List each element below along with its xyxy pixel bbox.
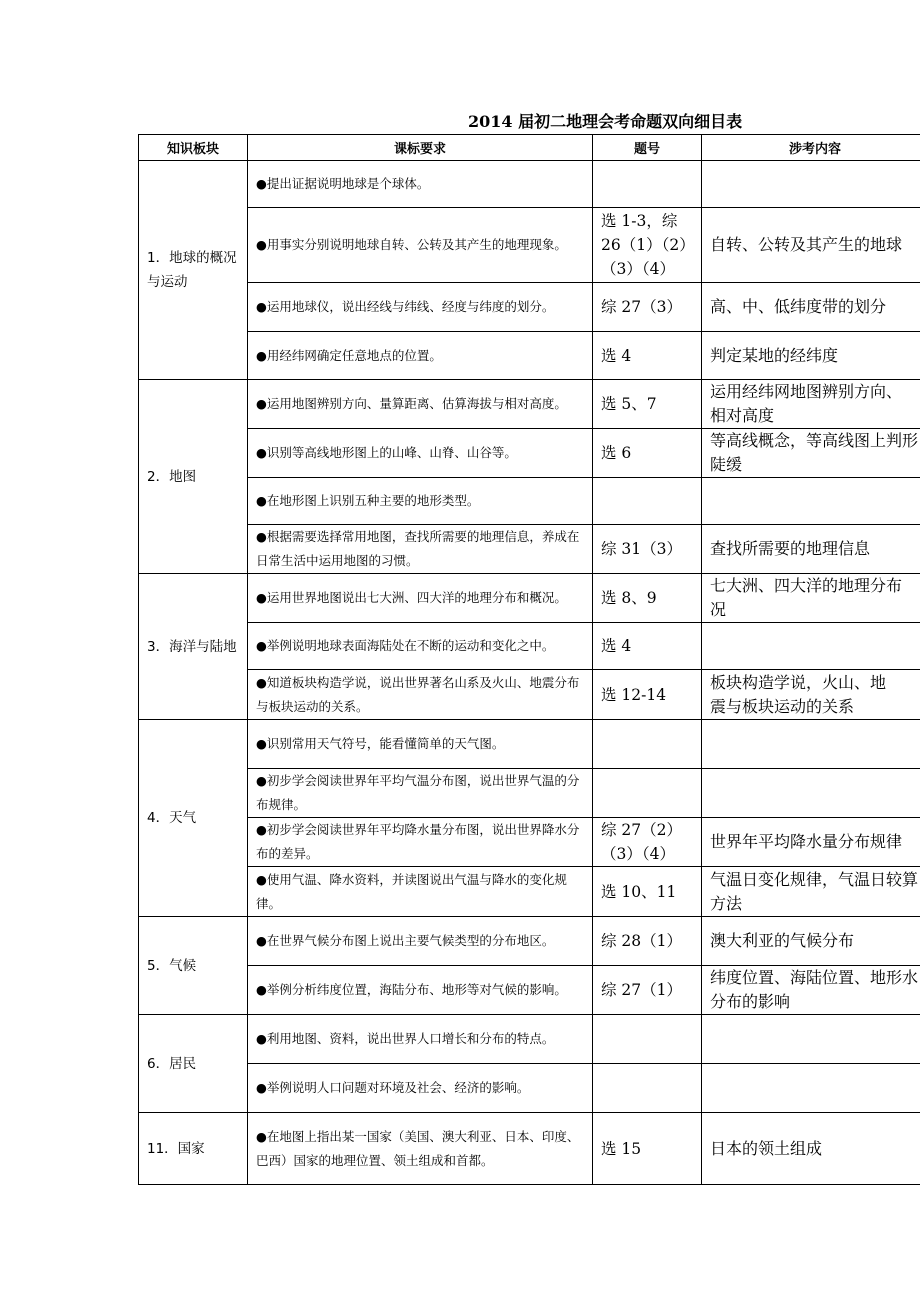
content-cell	[702, 769, 920, 818]
content-cell: 世界年平均降水量分布规律	[702, 818, 920, 867]
block-cell: 2．地图	[139, 380, 248, 574]
question-number-cell	[593, 720, 702, 769]
content-cell: 澳大利亚的气候分布	[702, 917, 920, 966]
content-cell: 自转、公转及其产生的地球	[702, 208, 920, 283]
content-line: 相对高度	[710, 406, 775, 425]
block-cell: 6．居民	[139, 1015, 248, 1113]
content-cell	[702, 380, 920, 429]
header-exam-content: 涉考内容	[702, 135, 920, 161]
content-cell	[702, 574, 920, 623]
table-row	[139, 623, 920, 670]
table-row	[139, 917, 920, 966]
table-row	[139, 1113, 920, 1185]
requirement-cell: ●初步学会阅读世界年平均气温分布图，说出世界气温的分布规律。	[248, 769, 593, 818]
question-number-cell: 综 27（2）（3）（4）	[593, 818, 702, 867]
table-row	[139, 332, 920, 380]
content-line: 况	[710, 600, 727, 619]
requirement-cell: ●举例分析纬度位置，海陆分布、地形等对气候的影响。	[248, 966, 593, 1015]
table-row	[139, 769, 920, 818]
header-question-number: 题号	[593, 135, 702, 161]
content-cell	[702, 1064, 920, 1113]
requirement-cell: ●识别等高线地形图上的山峰、山脊、山谷等。	[248, 429, 593, 478]
question-number-cell: 选 15	[593, 1113, 702, 1185]
question-number-cell	[593, 1064, 702, 1113]
requirement-cell: ●举例说明地球表面海陆处在不断的运动和变化之中。	[248, 623, 593, 670]
requirement-cell: ●使用气温、降水资料，并读图说出气温与降水的变化规律。	[248, 867, 593, 917]
requirement-cell: ●识别常用天气符号，能看懂简单的天气图。	[248, 720, 593, 769]
block-cell: 4．天气	[139, 720, 248, 917]
content-cell	[702, 161, 920, 208]
content-line: 陡缓	[710, 455, 743, 474]
header-curriculum-requirement: 课标要求	[248, 135, 593, 161]
block-cell: 1．地球的概况与运动	[139, 161, 248, 380]
question-number-cell	[593, 769, 702, 818]
table-row	[139, 670, 920, 720]
requirement-cell: ●根据需要选择常用地图，查找所需要的地理信息，养成在日常生活中运用地图的习惯。	[248, 525, 593, 574]
requirement-cell: ●提出证据说明地球是个球体。	[248, 161, 593, 208]
content-cell	[702, 720, 920, 769]
detail-table	[138, 134, 920, 1185]
table-row	[139, 380, 920, 429]
block-cell: 11．国家	[139, 1113, 248, 1185]
question-number-cell	[593, 478, 702, 525]
content-line: 气温日变化规律，气温日较算	[710, 869, 919, 889]
requirement-cell: ●举例说明人口问题对环境及社会、经济的影响。	[248, 1064, 593, 1113]
question-number-cell: 选 4	[593, 623, 702, 670]
content-cell	[702, 670, 920, 720]
table-row	[139, 966, 920, 1015]
content-line: 纬度位置、海陆位置、地形水	[710, 968, 919, 987]
table-row	[139, 161, 920, 208]
content-line: 方法	[710, 893, 743, 913]
question-number-cell: 综 27（3）	[593, 283, 702, 332]
question-number-cell: 选 12-14	[593, 670, 702, 720]
requirement-cell: ●用事实分别说明地球自转、公转及其产生的地理现象。	[248, 208, 593, 283]
question-number-cell: 选 8、9	[593, 574, 702, 623]
block-cell: 5．气候	[139, 917, 248, 1015]
table-row	[139, 574, 920, 623]
requirement-cell: ●知道板块构造学说，说出世界著名山系及火山、地震分布与板块运动的关系。	[248, 670, 593, 720]
content-cell	[702, 966, 920, 1015]
block-cell: 3．海洋与陆地	[139, 574, 248, 720]
table-row	[139, 208, 920, 283]
requirement-cell: ●在地形图上识别五种主要的地形类型。	[248, 478, 593, 525]
content-cell	[702, 429, 920, 478]
requirement-cell: ●运用世界地图说出七大洲、四大洋的地理分布和概况。	[248, 574, 593, 623]
question-number-cell: 选 6	[593, 429, 702, 478]
question-number-cell	[593, 1015, 702, 1064]
question-number-cell: 选 5、7	[593, 380, 702, 429]
table-row	[139, 283, 920, 332]
requirement-cell: ●在世界气候分布图上说出主要气候类型的分布地区。	[248, 917, 593, 966]
content-cell	[702, 478, 920, 525]
requirement-cell: ●用经纬网确定任意地点的位置。	[248, 332, 593, 380]
requirement-cell: ●初步学会阅读世界年平均降水量分布图，说出世界降水分布的差异。	[248, 818, 593, 867]
table-row	[139, 429, 920, 478]
question-number-cell: 综 28（1）	[593, 917, 702, 966]
content-cell: 高、中、低纬度带的划分	[702, 283, 920, 332]
content-cell	[702, 623, 920, 670]
requirement-cell: ●在地图上指出某一国家（美国、澳大利亚、日本、印度、巴西）国家的地理位置、领土组成和首都。	[248, 1113, 593, 1185]
table-row	[139, 1064, 920, 1113]
question-number-cell: 综 27（1）	[593, 966, 702, 1015]
question-number-cell: 选 4	[593, 332, 702, 380]
content-cell: 查找所需要的地理信息	[702, 525, 920, 574]
content-cell: 日本的领土组成	[702, 1113, 920, 1185]
question-number-cell: 选 10、11	[593, 867, 702, 917]
table-row	[139, 720, 920, 769]
question-number-cell: 综 31（3）	[593, 525, 702, 574]
requirement-cell: ●利用地图、资料，说出世界人口增长和分布的特点。	[248, 1015, 593, 1064]
content-line: 分布的影响	[710, 992, 791, 1011]
content-cell	[702, 867, 920, 917]
content-line: 震与板块运动的关系	[710, 696, 855, 716]
table-row	[139, 1015, 920, 1064]
question-number-cell	[593, 161, 702, 208]
content-line: 运用经纬网地图辨别方向、	[710, 382, 903, 401]
requirement-cell: ●运用地球仪，说出经线与纬线、经度与纬度的划分。	[248, 283, 593, 332]
question-number-cell: 选 1-3，综 26（1）（2）（3）（4）	[593, 208, 702, 283]
content-line: 板块构造学说，火山、地	[710, 672, 887, 692]
content-cell: 判定某地的经纬度	[702, 332, 920, 380]
content-cell	[702, 1015, 920, 1064]
table-row	[139, 867, 920, 917]
requirement-cell: ●运用地图辨别方向、量算距离、估算海拔与相对高度。	[248, 380, 593, 429]
content-line: 七大洲、四大洋的地理分布	[710, 576, 903, 595]
table-row	[139, 818, 920, 867]
header-row	[139, 135, 920, 161]
page-title: 2014 届初二地理会考命题双向细目表	[468, 112, 743, 131]
content-line: 等高线概念，等高线图上判形	[710, 431, 919, 450]
table-row	[139, 478, 920, 525]
table-row	[139, 525, 920, 574]
header-knowledge-block: 知识板块	[139, 135, 248, 161]
